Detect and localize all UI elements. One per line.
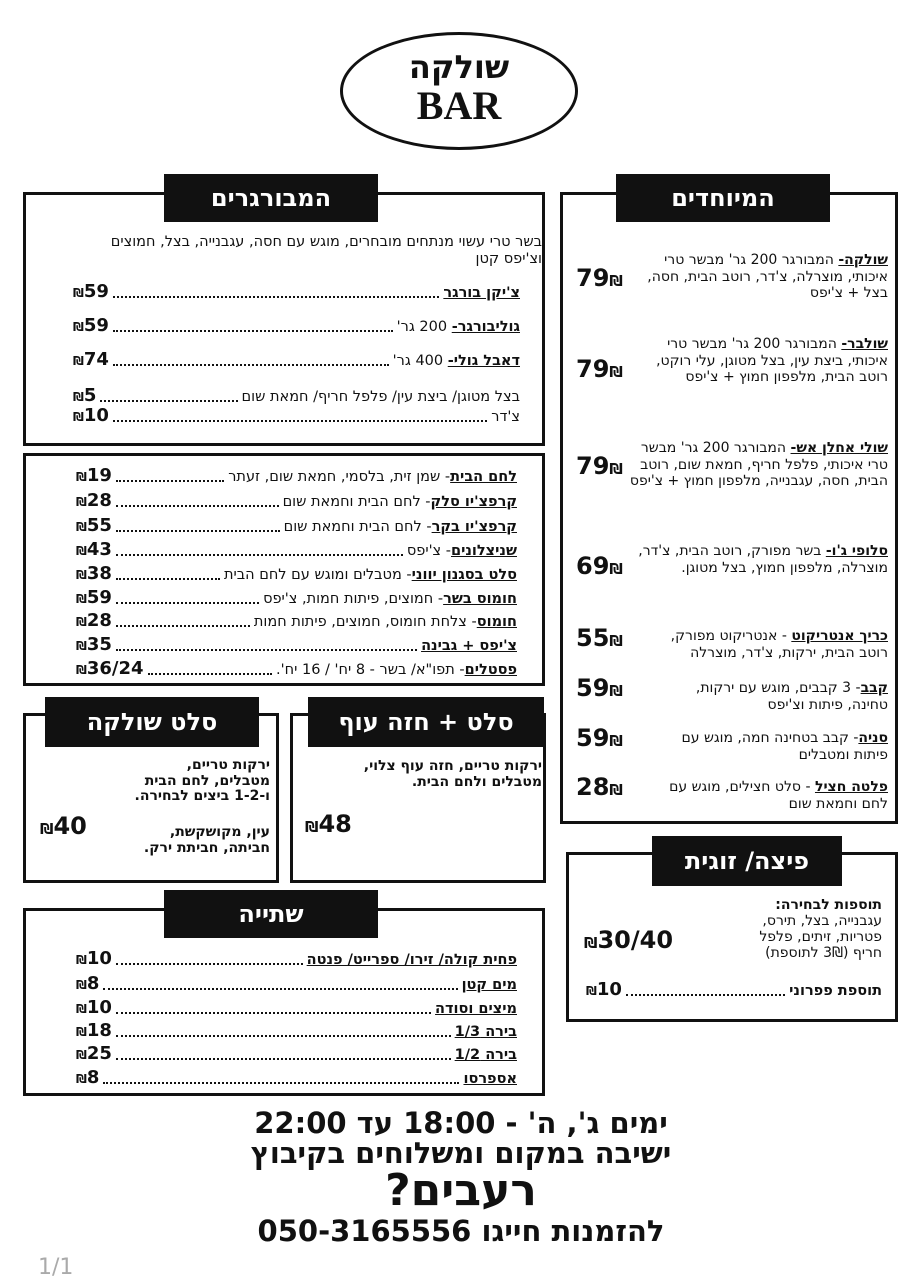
- drink-price: ₪8: [76, 1067, 100, 1088]
- menu-item: [76, 538, 517, 560]
- menu-item-price: ₪36/24: [76, 658, 144, 679]
- salad-shulka-extra: עין, מקושקשת, חביתה, חביתת ירק.: [143, 824, 270, 856]
- drink-item: [76, 972, 517, 994]
- menu-item-text: דאבל גולי- 400 גר': [392, 353, 520, 369]
- drink-price: ₪18: [76, 1020, 112, 1041]
- dot-leader: [113, 330, 393, 332]
- menu-item-price: ₪28: [76, 610, 112, 631]
- menu-item-price: 55₪: [576, 624, 623, 652]
- pizza-toppings: עגבנייה, בצל, תירס, פטריות, זיתים, פלפל חריף (3₪ לתוספת): [759, 913, 882, 961]
- drink-name: בירה 1/2: [454, 1047, 517, 1063]
- dot-leader: [116, 530, 280, 532]
- dot-leader: [116, 554, 403, 556]
- menu-item-price: ₪28: [76, 490, 112, 511]
- pizza-extra-price: ₪10: [586, 979, 622, 1000]
- salad-shulka-price: ₪40: [40, 812, 87, 840]
- menu-item: [73, 348, 520, 370]
- salad-shulka-title: סלט שולקה: [45, 697, 259, 747]
- dot-leader: [116, 602, 259, 604]
- menu-item: [76, 633, 517, 655]
- pizza-title: פיצה/ זוגית: [652, 836, 842, 886]
- dot-leader: [116, 649, 417, 651]
- menu-item: [76, 657, 517, 679]
- menu-item-price: 79₪: [576, 452, 623, 480]
- dot-leader: [116, 963, 303, 965]
- menu-item: [73, 280, 520, 302]
- dot-leader: [113, 420, 487, 422]
- burgers-title: המבורגרים: [164, 174, 378, 222]
- dot-leader: [116, 505, 279, 507]
- menu-item-text: חומוס בשר- חמוצים, פיתות חמות, צ'יפס: [263, 591, 517, 607]
- drink-item: [76, 1019, 517, 1041]
- menu-item-text: חומוס- צלחת חומוס, חמוצים, פיתות חמות: [253, 614, 517, 630]
- specials-title: המיוחדים: [616, 174, 830, 222]
- menu-item-text: גוליבורגר- 200 גר': [396, 319, 520, 335]
- menu-item: [76, 609, 517, 631]
- menu-item-text: צ'יקן בורגר: [443, 285, 520, 301]
- footer-seating: ישיבה במקום ומשלוחים בקיבוץ: [250, 1136, 672, 1170]
- logo-bar: BAR: [416, 83, 502, 128]
- pizza-extra-label: תוספת פפרוני: [789, 983, 882, 999]
- menu-item-price: 59₪: [576, 724, 623, 752]
- page-indicator: 1/1: [38, 1255, 74, 1280]
- drink-name: מים קטן: [461, 977, 517, 993]
- menu-item-text: צ'יפס + גבינה: [421, 638, 517, 654]
- menu-item-price: 79₪: [576, 355, 623, 383]
- drink-name: פחית קולה/ זירו/ ספרייט/ פנטה: [306, 952, 517, 968]
- salad-chicken-title: סלט + חזה עוף: [308, 697, 544, 747]
- menu-item: [76, 562, 517, 584]
- menu-item: [76, 514, 517, 536]
- menu-item: שולבר- המבורגר 200 גר' מבשר טרי איכותי, ביצת עין, בצל מטוגן, עלי רוקט, רוטב הבית, מלפפון חמוץ + צ'יפס: [656, 336, 888, 385]
- dot-leader: [116, 480, 224, 482]
- starters-section: [23, 453, 545, 686]
- menu-item-price: ₪59: [76, 587, 112, 608]
- footer-days: ימים ג', ה' - 18:00 עד 22:00: [254, 1106, 668, 1140]
- extra-price: ₪5: [73, 385, 97, 406]
- drinks-title: שתייה: [164, 890, 378, 938]
- logo-name: שולקה: [408, 48, 510, 86]
- menu-item-price: ₪19: [76, 465, 112, 486]
- extra-label: בצל מטוגן/ ביצת עין/ פלפל חריף/ חמאת שום: [241, 389, 520, 405]
- menu-item-price: 59₪: [576, 674, 623, 702]
- dot-leader: [116, 625, 250, 627]
- pizza-extra-row: [586, 978, 882, 1000]
- menu-item-price: ₪59: [73, 281, 109, 302]
- menu-item: קבב- 3 קבבים, מוגש עם ירקות, טחינה, פיתות וצ'יפס: [695, 680, 888, 713]
- menu-item-price: 69₪: [576, 552, 623, 580]
- menu-item: סלופי ג'ו- בשר מפורק, רוטב הבית, צ'דר, מוצרלה, מלפפון חמוץ, בצל מטוגן.: [638, 543, 888, 576]
- drink-price: ₪10: [76, 948, 112, 969]
- drink-price: ₪8: [76, 973, 100, 994]
- menu-item-text: סלט בסגנון יווני- מטבלים ומוגש עם לחם הבית: [223, 567, 517, 583]
- footer: [0, 1108, 922, 1248]
- menu-item-text: פסטלים- תפו"א/ בשר - 8 יח' / 16 יח'.: [276, 662, 517, 678]
- menu-item-price: ₪55: [76, 515, 112, 536]
- menu-item-text: קרפצ'יו סלק- לחם הבית וחמאת שום: [282, 494, 517, 510]
- dot-leader: [113, 364, 389, 366]
- dot-leader: [116, 1058, 451, 1060]
- menu-item-text: קרפצ'יו בקר- לחם הבית וחמאת שום: [283, 519, 517, 535]
- menu-item-price: ₪43: [76, 539, 112, 560]
- menu-item-text: שניצלונים- צ'יפס: [406, 543, 517, 559]
- drink-item: [76, 947, 517, 969]
- dot-leader: [103, 1082, 459, 1084]
- drink-name: אספרסו: [463, 1071, 517, 1087]
- dot-leader: [116, 578, 220, 580]
- extra-item: [73, 404, 520, 426]
- menu-item: [76, 464, 517, 486]
- menu-item-price: 28₪: [576, 773, 623, 801]
- menu-item-text: לחם הבית- שמן זית, בלסמי, חמאת שום, זעתר: [228, 469, 517, 485]
- dot-leader: [116, 1012, 431, 1014]
- drink-item: [76, 1066, 517, 1088]
- menu-item-price: ₪59: [73, 315, 109, 336]
- extra-item: [73, 384, 520, 406]
- menu-item: [73, 314, 520, 336]
- footer-phone: להזמנות חייגו 050-3165556: [257, 1214, 665, 1248]
- menu-item-price: ₪38: [76, 563, 112, 584]
- extra-price: ₪10: [73, 405, 109, 426]
- dot-leader: [148, 673, 273, 675]
- menu-item: שולקה- המבורגר 200 גר' מבשר טרי איכותי, מוצרלה, צ'דר, רוטב הבית, חסה, בצל + צ'יפס: [647, 252, 888, 301]
- drink-item: [76, 996, 517, 1018]
- dot-leader: [116, 1035, 451, 1037]
- logo: [340, 32, 578, 150]
- drink-price: ₪25: [76, 1043, 112, 1064]
- drink-price: ₪10: [76, 997, 112, 1018]
- salad-chicken-price: ₪48: [305, 810, 352, 838]
- drink-name: מיצים וסודה: [435, 1001, 517, 1017]
- menu-item: [76, 489, 517, 511]
- footer-hungry: רעבים?: [385, 1165, 537, 1216]
- menu-item-price: ₪35: [76, 634, 112, 655]
- drink-item: [76, 1042, 517, 1064]
- dot-leader: [113, 296, 439, 298]
- menu-item: סניה- קבב בטחינה חמה, מוגש עם פיתות ומטבלים: [681, 730, 888, 763]
- salad-chicken-desc: ירקות טריים, חזה עוף צלוי, מטבלים ולחם הבית.: [363, 758, 542, 790]
- menu-item: כריך אנטריקוט - אנטריקוט מפורק, רוטב הבית, ירקות, צ'דר, מוצרלה: [670, 628, 888, 661]
- burgers-list: [23, 192, 545, 446]
- pizza-toppings-title: תוספות לבחירה:: [775, 897, 882, 913]
- burgers-intro: בשר טרי עשוי מנתחים מובחרים, מוגש עם חסה, עגבנייה, בצל, חמוצים וצ'יפס קטן: [110, 234, 542, 267]
- menu-item: פלטה חציל - סלט חצילים, מוגש עם לחם וחמאת שום: [669, 779, 888, 812]
- menu-item: [76, 586, 517, 608]
- dot-leader: [626, 994, 785, 996]
- menu-item-price: 79₪: [576, 264, 623, 292]
- menu-item-price: ₪74: [73, 349, 109, 370]
- dot-leader: [103, 988, 457, 990]
- pizza-price: ₪30/40: [584, 926, 674, 954]
- drink-name: בירה 1/3: [454, 1024, 517, 1040]
- dot-leader: [100, 400, 237, 402]
- extra-label: צ'דר: [491, 409, 520, 425]
- menu-item: שולי אחלן אש- המבורגר 200 גר' מבשר טרי איכותי, פלפל חריף, חמאת שום, רוטב הבית, חסה, עגבנייה, מלפפון חמוץ + צ'יפס: [629, 440, 888, 489]
- salad-shulka-desc: ירקות טריים, מטבלים, לחם הבית ו-1-2 ביצים לבחירה.: [134, 757, 270, 804]
